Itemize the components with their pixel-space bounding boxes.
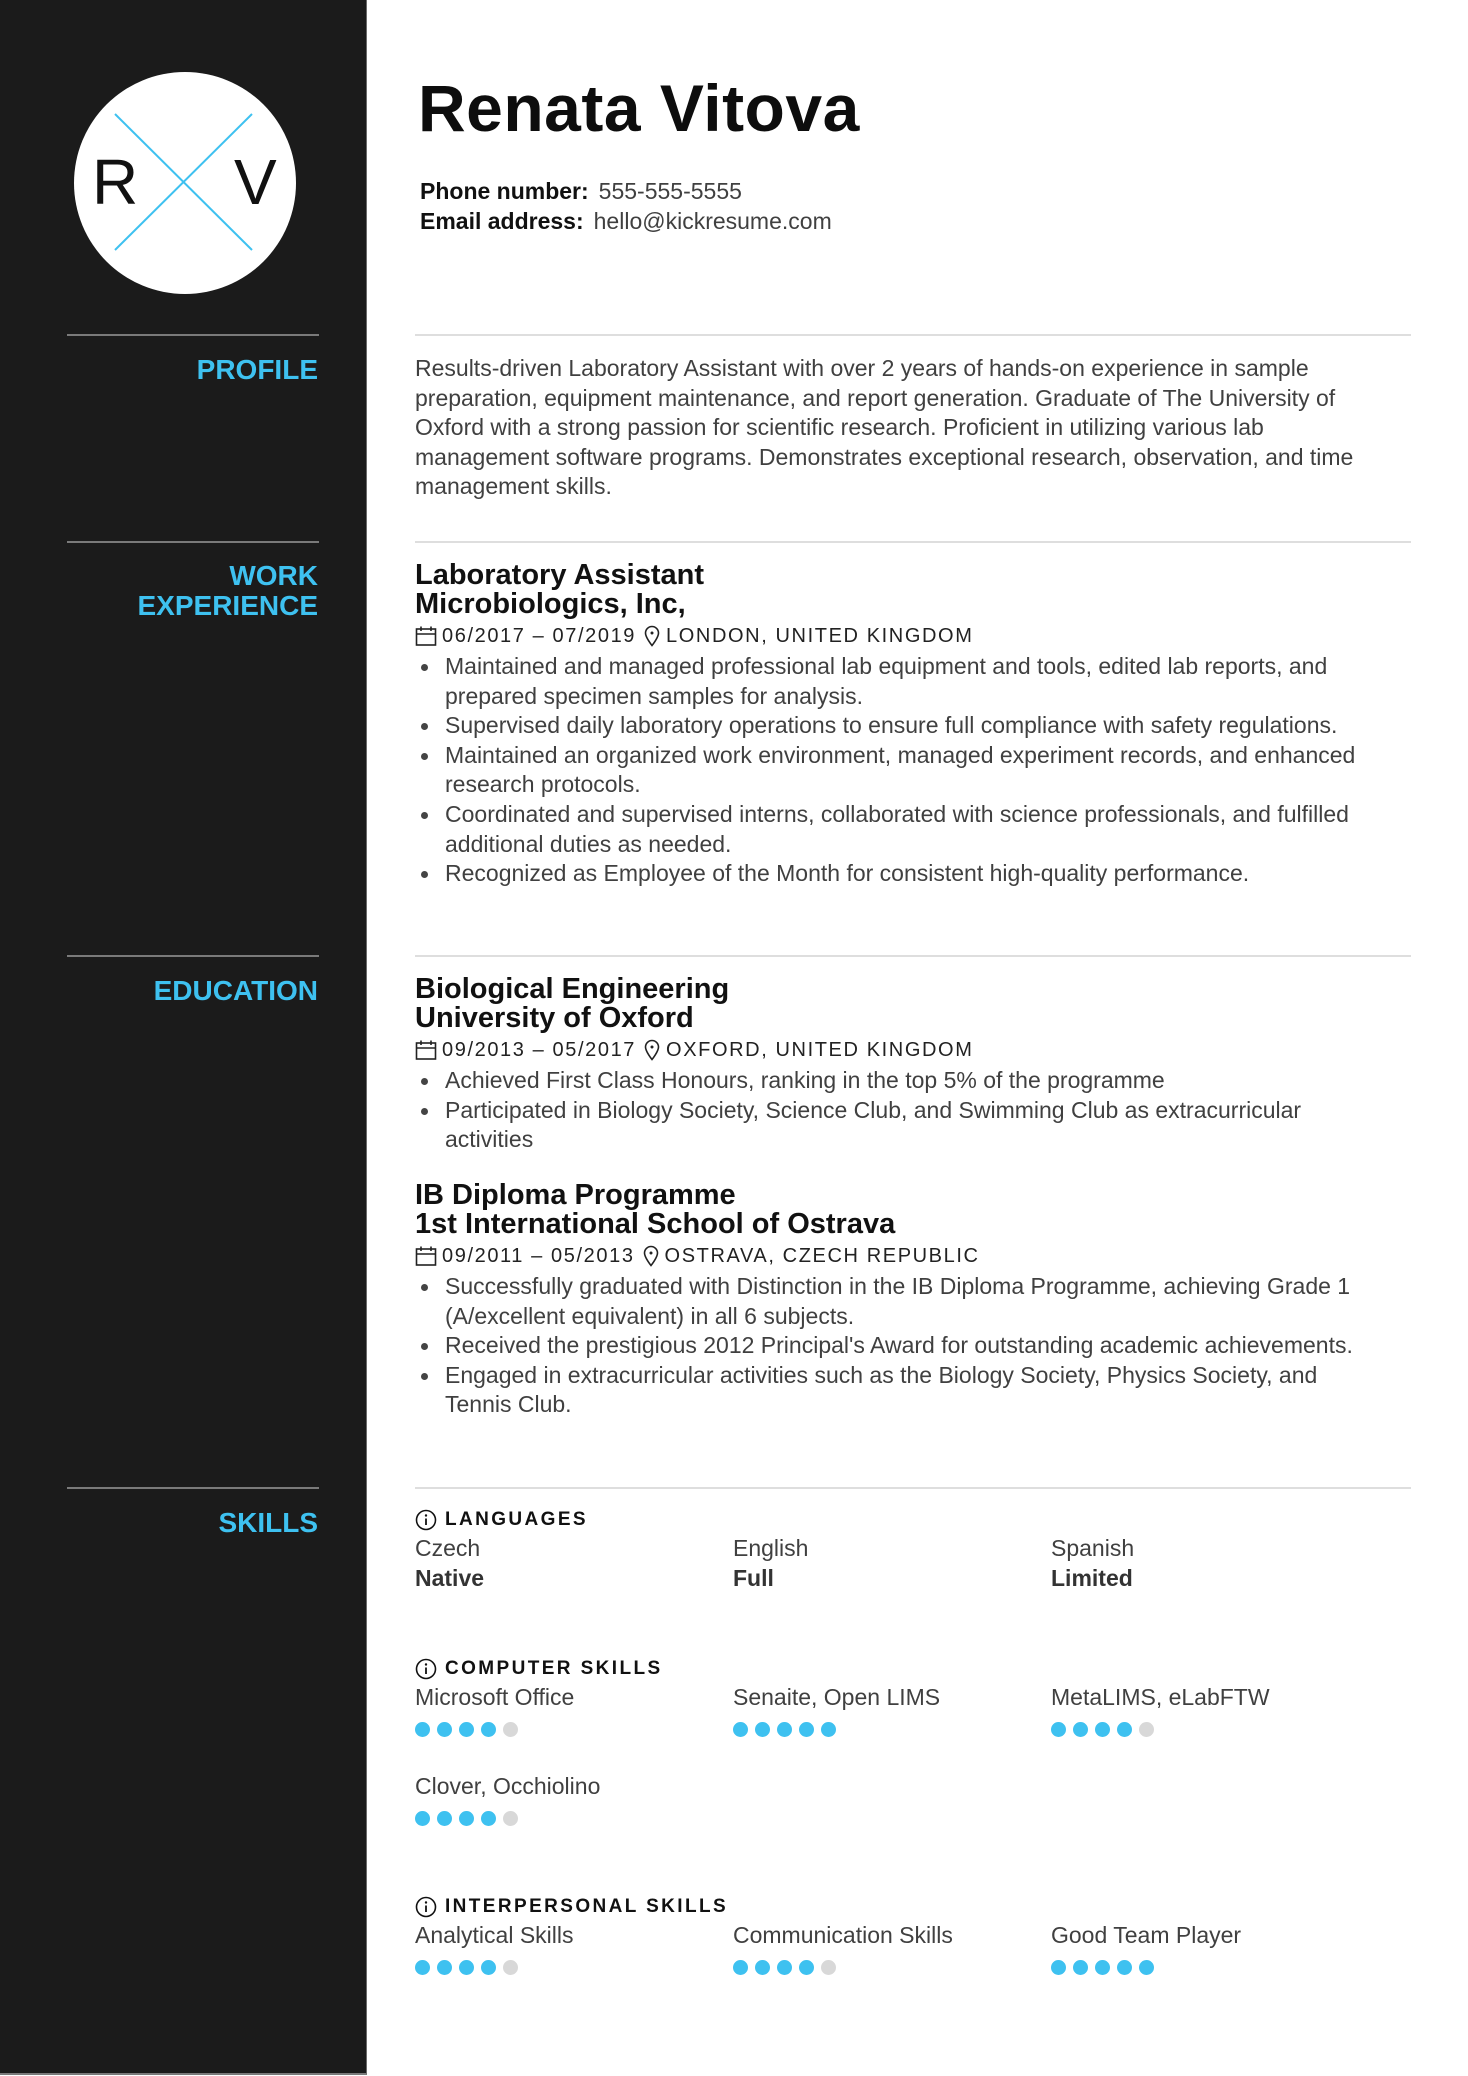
sidebar-divider [67,955,319,957]
job-title: Laboratory Assistant [415,559,704,591]
section-divider [415,1487,1411,1489]
candidate-name: Renata Vitova [418,71,860,145]
rating-dot-filled [1051,1722,1066,1737]
rating-dot-empty [503,1960,518,1975]
computer-skill-grid [415,1771,1415,1831]
skills-languages [415,1507,1415,1593]
bullet-item: Coordinated and supervised interns, collaborated with science professionals, and fulfilled additional duties as needed. [415,800,1375,859]
monogram-initial-first: R [92,146,139,218]
rating-dot-filled [415,1811,430,1826]
rating-dot-filled [1095,1960,1110,1975]
education-bullets [415,1272,1415,1420]
computer-skill-grid [415,1682,1415,1771]
skill-category-label: LANGUAGES [445,1509,588,1530]
bullet-item: Received the prestigious 2012 Principal's Award for outstanding academic achievements. [415,1331,1375,1361]
rating-dot-filled [437,1811,452,1826]
calendar-icon [415,1039,437,1061]
skill-item [733,1682,1043,1737]
skill-category-label: COMPUTER SKILLS [445,1658,663,1679]
rating-dot-filled [733,1722,748,1737]
email-value: hello@kickresume.com [593,208,832,234]
skill-rating [415,1960,725,1975]
language-name: English [733,1535,809,1561]
skill-rating [415,1722,725,1737]
job-bullets [415,652,1415,889]
rating-dot-filled [415,1960,430,1975]
rating-dot-filled [459,1811,474,1826]
rating-dot-filled [755,1960,770,1975]
section-heading-skills: SKILLS [218,1507,318,1538]
skill-name: Microsoft Office [415,1684,575,1710]
rating-dot-filled [481,1960,496,1975]
profile-summary: Results-driven Laboratory Assistant with over 2 years of hands-on experience in sample preparation, equipment maintenance, and report generation. Graduate of The University of Oxford with a strong passion for scientific research. Proficient in utilizing various lab management software programs. Demonstrates exceptional research, observation, and time management skills. [415,355,1354,500]
rating-dot-filled [733,1960,748,1975]
calendar-icon [415,1245,437,1267]
school-name: 1st International School of Ostrava [415,1208,896,1240]
rating-dot-filled [1073,1722,1088,1737]
info-icon [415,1896,437,1918]
rating-dot-filled [755,1722,770,1737]
section-heading-work-line2: EXPERIENCE [137,590,318,621]
education-entry [415,975,1415,1155]
section-heading-profile: PROFILE [196,354,318,385]
rating-dot-filled [1117,1722,1132,1737]
rating-dot-filled [1051,1960,1066,1975]
rating-dot-filled [1095,1722,1110,1737]
language-name: Czech [415,1535,481,1561]
skill-item [415,1920,725,1975]
rating-dot-filled [799,1722,814,1737]
section-heading-work [58,561,318,621]
job-dates: 06/2017 – 07/2019 [442,624,637,647]
bullet-item: Maintained an organized work environment, managed experiment records, and enhanced research protocols. [415,741,1375,800]
rating-dot-filled [481,1722,496,1737]
job-meta [415,621,1415,651]
rating-dot-filled [415,1722,430,1737]
skill-item [1051,1920,1361,1975]
phone-value: 555-555-5555 [598,178,742,204]
skill-item [1051,1682,1361,1737]
rating-dot-filled [1073,1960,1088,1975]
info-icon [415,1509,437,1531]
skill-category-computer [415,1656,1415,1682]
language-item [733,1533,1043,1593]
language-level: Full [733,1565,774,1591]
calendar-icon [415,625,437,647]
education-bullets [415,1066,1415,1155]
degree-title: IB Diploma Programme [415,1179,736,1211]
skill-name: Clover, Occhiolino [415,1773,601,1799]
sidebar-divider [67,541,319,543]
language-name: Spanish [1051,1535,1135,1561]
skill-rating [1051,1722,1361,1737]
skill-category-languages [415,1507,1415,1533]
bullet-item: Participated in Biology Society, Science Club, and Swimming Club as extracurricular activities [415,1096,1375,1155]
education-location: OSTRAVA, CZECH REPUBLIC [664,1244,980,1267]
skill-rating [733,1722,1043,1737]
rating-dot-filled [459,1722,474,1737]
contact-email [420,206,832,236]
skill-name: Good Team Player [1051,1922,1242,1948]
rating-dot-filled [777,1960,792,1975]
sidebar [0,0,367,2075]
language-grid [415,1533,1415,1593]
education-entry [415,1181,1415,1420]
rating-dot-filled [1139,1960,1154,1975]
school-name: University of Oxford [415,1002,694,1034]
monogram-avatar [74,72,296,294]
contact-phone [420,176,742,206]
rating-dot-empty [503,1722,518,1737]
rating-dot-filled [459,1960,474,1975]
rating-dot-filled [481,1811,496,1826]
profile-section [415,354,1415,502]
skill-category-interpersonal [415,1894,1415,1920]
skills-interpersonal [415,1894,1415,1980]
education-dates: 09/2011 – 05/2013 [442,1244,635,1267]
rating-dot-empty [503,1811,518,1826]
language-item [415,1533,725,1593]
bullet-item: Successfully graduated with Distinction in the IB Diploma Programme, achieving Grade 1 (A/excellent equivalent) in all 6 subjects. [415,1272,1375,1331]
bullet-item: Recognized as Employee of the Month for consistent high-quality performance. [415,859,1375,889]
rating-dot-empty [821,1960,836,1975]
language-item [1051,1533,1361,1593]
rating-dot-filled [821,1722,836,1737]
skill-item [733,1920,1043,1975]
section-divider [415,541,1411,543]
bullet-item: Supervised daily laboratory operations to ensure full compliance with safety regulations. [415,711,1375,741]
rating-dot-filled [777,1722,792,1737]
section-divider [415,334,1411,336]
skill-rating [733,1960,1043,1975]
job-location: LONDON, UNITED KINGDOM [666,624,974,647]
language-level: Native [415,1565,485,1591]
interpersonal-skill-grid [415,1920,1415,1980]
skill-name: Communication Skills [733,1922,953,1948]
bullet-item: Achieved First Class Honours, ranking in the top 5% of the programme [415,1066,1375,1096]
rating-dot-filled [437,1960,452,1975]
email-label: Email address: [420,208,584,234]
education-location: OXFORD, UNITED KINGDOM [666,1038,974,1061]
info-icon [415,1658,437,1680]
rating-dot-filled [437,1722,452,1737]
bullet-item: Engaged in extracurricular activities such as the Biology Society, Physics Society, and Tennis Club. [415,1361,1375,1420]
skill-rating [1051,1960,1361,1975]
section-heading-work-line1: WORK [229,560,318,591]
work-entry [415,561,1415,889]
sidebar-divider [67,1487,319,1489]
sidebar-divider [67,334,319,336]
section-heading-education: EDUCATION [153,975,318,1006]
skill-rating [415,1811,725,1826]
location-pin-icon [644,625,660,647]
education-meta [415,1035,1415,1065]
bullet-item: Maintained and managed professional lab equipment and tools, edited lab reports, and prepared specimen samples for analysis. [415,652,1375,711]
location-pin-icon [644,1039,660,1061]
skill-name: MetaLIMS, eLabFTW [1051,1684,1270,1710]
skills-computer [415,1656,1415,1831]
skill-name: Analytical Skills [415,1922,574,1948]
skill-name: Senaite, Open LIMS [733,1684,941,1710]
skill-item [415,1682,725,1737]
location-pin-icon [643,1245,659,1267]
degree-title: Biological Engineering [415,973,730,1005]
skill-item [415,1771,725,1826]
job-company: Microbiologics, Inc, [415,588,686,620]
rating-dot-filled [799,1960,814,1975]
rating-dot-filled [1117,1960,1132,1975]
education-meta [415,1241,1415,1271]
section-divider [415,955,1411,957]
monogram-initial-last: V [234,146,277,218]
education-dates: 09/2013 – 05/2017 [442,1038,637,1061]
phone-label: Phone number: [420,178,589,204]
rating-dot-empty [1139,1722,1154,1737]
language-level: Limited [1051,1565,1133,1591]
skill-category-label: INTERPERSONAL SKILLS [445,1896,729,1917]
